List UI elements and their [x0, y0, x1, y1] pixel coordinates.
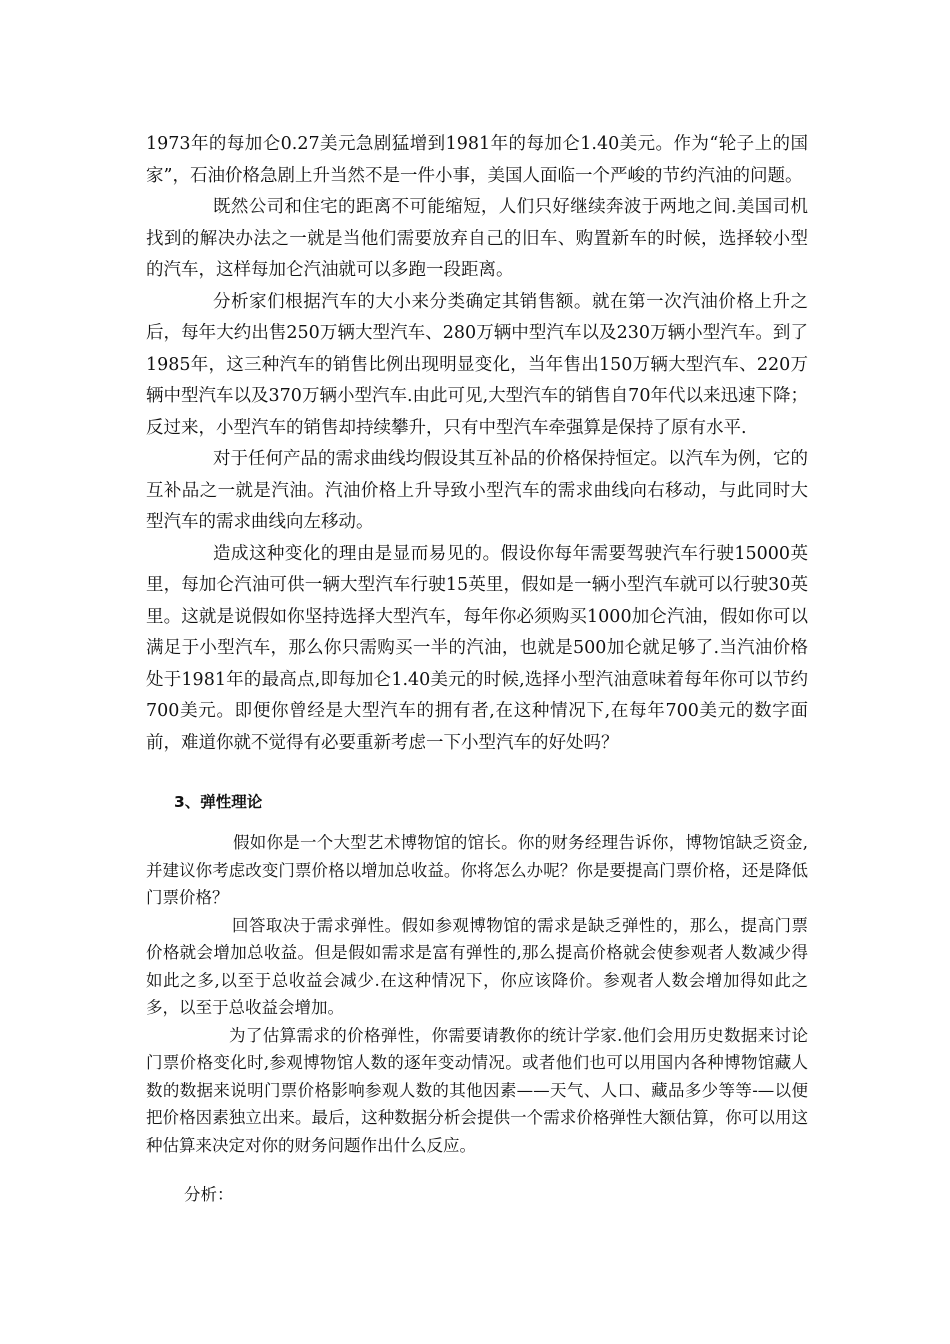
paragraph-estimation: 为了估算需求的价格弹性，你需要请教你的统计学家.他们会用历史数据来讨论门票价格变化时,参观博物馆人数的逐年变动情况。或者他们也可以用国内各种博物馆藏人数的数据来说明门票价格影响参观人数的其他因素——天气、人口、藏品多少等等-—以便把价格因素独立出来。最后，这种数据分析会提供一个需求价格弹性大额估算，你可以用这种估算来决定对你的财务问题作出什么反应。: [146, 1025, 808, 1155]
paragraph-complements: 对于任何产品的需求曲线均假设其互补品的价格保持恒定。以汽车为例，它的互补品之一就是汽油。汽油价格上升导致小型汽车的需求曲线向右移动，与此同时大型汽车的需求曲线向左移动。: [146, 449, 808, 532]
paragraph-reasoning: 造成这种变化的理由是显而易见的。假设你每年需要驾驶汽车行驶15000英里，每加仑汽油可供一辆大型汽车行驶15英里，假如是一辆小型汽车就可以行驶30英里。这就是说假如你坚持选择大型汽车，每年你必须购买1000加仑汽油，假如你可以满足于小型汽车，那么你只需购买一半的汽油，也就是500加仑就足够了.当汽油价格处于1981年的最高点,即每加仑1.40美元的时候,选择小型汽油意味着每年你可以节约700美元。即便你曾经是大型汽车的拥有者,在这种情况下,在每年700美元的数字面前，难道你就不觉得有必要重新考虑一下小型汽车的好处吗？: [146, 543, 808, 753]
main-text-block: [146, 129, 808, 759]
analysis-label: 分析：: [184, 1185, 234, 1204]
paragraph-sales-analysis: 分析家们根据汽车的大小来分类确定其销售额。就在第一次汽油价格上升之后，每年大约出售250万辆大型汽车、280万辆中型汽车以及230万辆小型汽车。到了1985年，这三种汽车的销售比例出现明显变化，当年售出150万辆大型汽车、220万辆中型汽车以及370万辆小型汽车.由此可见,大型汽车的销售自70年代以来迅速下降；反过来，小型汽车的销售却持续攀升，只有中型汽车牵强算是保持了原有水平.: [146, 291, 808, 438]
section-heading: 3、弹性理论: [174, 793, 263, 811]
paragraph-smaller-cars: 既然公司和住宅的距离不可能缩短，人们只好继续奔波于两地之间.美国司机找到的解决办法之一就是当他们需要放弃自己的旧车、购置新车的时候，选择较小型的汽车，这样每加仑汽油就可以多跑一段距离。: [146, 197, 808, 280]
paragraph-fuel-price: 1973年的每加仑0.27美元急剧猛增到1981年的每加仑1.40美元。作为“轮子上的国家”，石油价格急剧上升当然不是一件小事，美国人面临一个严峻的节约汽油的问题。: [146, 134, 808, 186]
section-text-block: [146, 829, 808, 1159]
paragraph-elasticity-answer: 回答取决于需求弹性。假如参观博物馆的需求是缺乏弹性的，那么，提高门票价格就会增加总收益。但是假如需求是富有弹性的,那么提高价格就会使参观者人数减少得如此之多,以至于总收益会减少.在这种情况下，你应该降价。参观者人数会增加得如此之多，以至于总收益会增加。: [146, 915, 808, 1017]
paragraph-museum-question: 假如你是一个大型艺术博物馆的馆长。你的财务经理告诉你，博物馆缺乏资金,并建议你考虑改变门票价格以增加总收益。你将怎么办呢？你是要提高门票价格，还是降低门票价格？: [146, 833, 808, 907]
